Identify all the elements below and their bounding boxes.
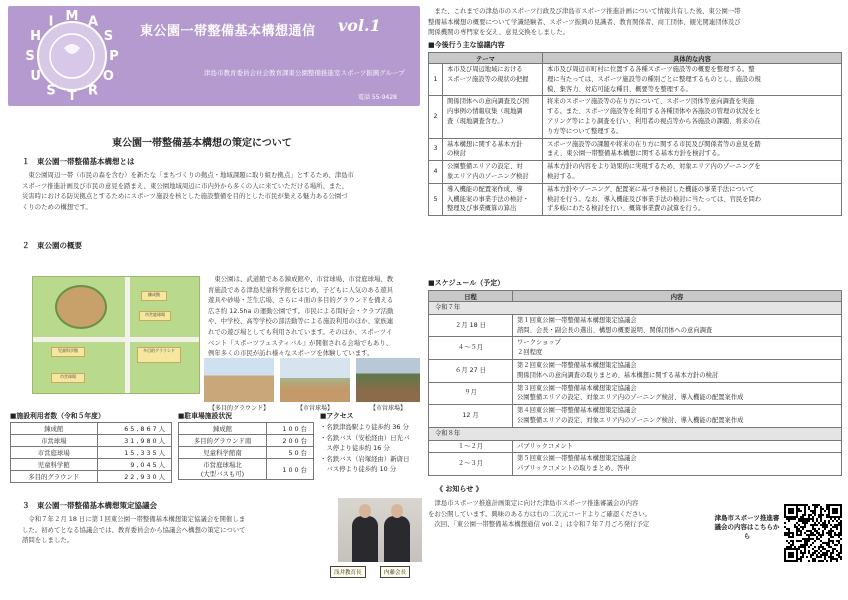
park-map bbox=[32, 276, 200, 394]
schedule-content: 第５回東公園一帯整備基本構想策定協議会 パブリックコメントの取りまとめ、答申 bbox=[513, 453, 842, 476]
usage-heading: ■施設利用者数（令和５年度） bbox=[10, 412, 105, 420]
access-item: ・名鉄バス（安松経由）日光バ bbox=[320, 433, 410, 442]
section-1-body bbox=[22, 170, 420, 212]
parking-name: 児童科学館南 bbox=[179, 447, 267, 459]
schedule-date: １～２月 bbox=[429, 440, 513, 453]
facility-name: 市営庭球場 bbox=[11, 447, 98, 459]
row-number: 4 bbox=[429, 161, 443, 184]
schedule-content: 第４回東公園一帯整備基本構想策定協議会 公園整備エリアの設定、対象エリア内のゾーニング検討、導入機能の配置案作成 bbox=[513, 405, 842, 428]
parking-count: 50台 bbox=[266, 447, 313, 459]
visitor-count: 22,930人 bbox=[97, 471, 172, 483]
usage-table bbox=[10, 422, 172, 483]
logo-letter: H bbox=[30, 29, 42, 44]
table-row bbox=[429, 96, 842, 138]
logo-letter: P bbox=[109, 49, 119, 64]
map-label: 市営球場 bbox=[51, 373, 85, 383]
newsletter-title: 東公園一帯整備基本構想通信 bbox=[140, 24, 316, 39]
qr-code-icon[interactable] bbox=[784, 504, 842, 562]
schedule-content: 第２回東公園一帯整備基本構想策定協議会 関係団体への意向調査の取りまとめ、基本構想に関する基本方針の検討 bbox=[513, 359, 842, 382]
parking-name: 市営庭球場北 (大型バスも可) bbox=[179, 459, 267, 480]
schedule-table bbox=[428, 290, 842, 476]
schedule-date: ２月 18 日 bbox=[429, 314, 513, 337]
agenda-content: 基本方針の内容をより効果的に実現するため、対象エリア内のゾーニングを 検討する。 bbox=[543, 161, 842, 184]
logo-letter: U bbox=[30, 69, 41, 84]
section-1-heading: １ 東公園一帯整備基本構想とは bbox=[22, 157, 135, 166]
photo-multipurpose-ground bbox=[204, 358, 274, 402]
text-line: 育施設である津島児童科学館をはじめ、子どもに人気のある遊具 bbox=[208, 285, 394, 294]
schedule-content: パブリックコメント bbox=[513, 440, 842, 453]
section-3-heading: ３ 東公園一帯整備基本構想策定協議会 bbox=[22, 501, 157, 510]
text-line: 例年多くの市民が訪れ様々なスポーツを体験しています。 bbox=[208, 349, 374, 358]
text-line: や、中学校、高等学校の部活動等による施設利用のほか、家族連 bbox=[208, 317, 394, 326]
agenda-theme: 導入機能の配置案作成、導 入機能案の事業手法の検討・ 整理及び事業概算の算出 bbox=[443, 183, 543, 215]
text-line: 津島市スポーツ推進計画策定に向けた津島市スポーツ推進審議会の内容 bbox=[428, 499, 639, 507]
agenda-theme: 基本構想に関する基本方針 の検討 bbox=[443, 138, 543, 161]
text-line: ベント『スポーツフェスティバル』が開催される会場でもあり、 bbox=[208, 338, 393, 347]
table-row bbox=[429, 161, 842, 184]
section-3-body bbox=[22, 514, 334, 546]
agenda-content: 本市及び周辺市町村に位置する各種スポーツ施設等の概要を整理する。整 理に当たっては、スポーツ施設等の種別ごとに整理するものとし、施設の規 模、集客力、対応可能な種目、概要等を整理する。 bbox=[543, 64, 842, 96]
meeting-photo bbox=[338, 498, 422, 562]
parking-name: 多目的グラウンド南 bbox=[179, 435, 267, 447]
logo-letter: I bbox=[48, 14, 54, 30]
visitor-count: 15,335人 bbox=[97, 447, 172, 459]
schedule-date: ９月 bbox=[429, 382, 513, 405]
table-row bbox=[179, 459, 314, 480]
text-line: 東公園は、武道館である錬成館や、市営球場、市営庭球場、教 bbox=[208, 275, 394, 283]
col-header: テーマ bbox=[429, 53, 543, 64]
table-row bbox=[179, 423, 314, 435]
notice-heading: 《 お知らせ 》 bbox=[436, 485, 483, 493]
facility-name: 児童科学館 bbox=[11, 459, 98, 471]
map-ballpark bbox=[55, 285, 107, 329]
access-item: ス停より徒歩約 16 分 bbox=[320, 444, 390, 453]
table-row bbox=[429, 183, 842, 215]
map-label: 市営庭球場 bbox=[139, 311, 171, 321]
access-heading: ■アクセス bbox=[320, 412, 354, 420]
section-2-heading: ２ 東公園の概要 bbox=[22, 241, 82, 250]
logo-letter: A bbox=[87, 14, 99, 30]
access-item: ・名鉄バス（岩塚経由）新唐日 bbox=[320, 454, 410, 463]
sports-logo-icon bbox=[12, 10, 132, 102]
volume-label: vol.1 bbox=[338, 16, 381, 35]
name-tag: 浅井教育長 bbox=[330, 566, 366, 578]
map-label: 錬成館 bbox=[141, 291, 167, 301]
access-list bbox=[320, 422, 420, 475]
col-header: 具体的な内容 bbox=[543, 53, 842, 64]
table-row bbox=[11, 435, 172, 447]
map-label: 多目的グラウンド bbox=[137, 347, 181, 363]
table-row bbox=[179, 447, 314, 459]
table-row bbox=[11, 471, 172, 483]
visitor-count: 31,980人 bbox=[97, 435, 172, 447]
agenda-theme: 公園整備エリアの設定、対 象エリア内のゾーニング検討 bbox=[443, 161, 543, 184]
visitor-count: 9,045人 bbox=[97, 459, 172, 471]
parking-count: 100台 bbox=[266, 423, 313, 435]
person-figure bbox=[384, 516, 410, 562]
visitor-count: 65,867人 bbox=[97, 423, 172, 435]
row-number: 2 bbox=[429, 96, 443, 138]
logo-letter: S bbox=[25, 49, 35, 64]
newsletter-header bbox=[8, 6, 420, 106]
text-line: 整備基本構想の概要について学識経験者、スポーツ振興の見識者、教育関係者、商工団体、観光関連団体及び bbox=[428, 17, 741, 26]
agenda-table bbox=[428, 52, 842, 216]
table-row bbox=[179, 435, 314, 447]
row-number: 3 bbox=[429, 138, 443, 161]
table-row bbox=[429, 302, 842, 315]
agenda-heading: ■今後行う主な協議内容 bbox=[428, 41, 505, 49]
text-line: 令和７年２月 18 日に第１回東公園一帯整備基本構想策定協議会を開催しま bbox=[22, 515, 246, 523]
table-row bbox=[11, 459, 172, 471]
section-2-body bbox=[208, 274, 420, 359]
photo-caption: 【多目的グラウンド】 bbox=[208, 405, 269, 412]
parking-name: 錬成館 bbox=[179, 423, 267, 435]
schedule-date: ６月 27 日 bbox=[429, 359, 513, 382]
table-row bbox=[429, 440, 842, 453]
schedule-content: 第１回東公園一帯整備基本構想策定協議会 諮問、会長・副会長の選出、構想の概要説明、関係団体への意向調査 bbox=[513, 314, 842, 337]
text-line: した。初めてとなる協議会では、教育委員会から協議会へ構想の策定について bbox=[22, 525, 246, 534]
qr-label: 津島市スポーツ推進審議会の内容はこちらから bbox=[714, 514, 780, 540]
table-row bbox=[429, 382, 842, 405]
logo-letter: O bbox=[102, 69, 114, 84]
text-line: 遊具や砂場・芝生広場、さらに４面の多目的グラウンドを備える bbox=[208, 296, 394, 305]
table-row bbox=[429, 337, 842, 360]
text-line: また、これまでの津島市のスポーツ行政及び津島市スポーツ推進計画について情報共有した後、東公園一帯 bbox=[428, 7, 741, 15]
left-column bbox=[8, 6, 420, 596]
table-row bbox=[429, 359, 842, 382]
schedule-date: ４～５月 bbox=[429, 337, 513, 360]
text-line: れでの遊び場としても利用されています。そのほか、スポーツイ bbox=[208, 327, 393, 336]
logo-letter: T bbox=[67, 89, 77, 102]
intro-text bbox=[428, 6, 842, 38]
agenda-content: 将来のスポーツ施設等の在り方について、スポーツ団体等意向調査を実施 する。また、スポーツ施設等を利用する各種団体や各施設の管理の状況をヒ アリング等により調査を行い、利用者の視点等から各施設の課題、将来の在 り方等について整理する。 bbox=[543, 96, 842, 138]
schedule-year: 令和８年 bbox=[429, 427, 842, 440]
schedule-year: 令和７年 bbox=[429, 302, 842, 315]
table-row bbox=[429, 64, 842, 96]
table-row bbox=[429, 138, 842, 161]
col-header: 内容 bbox=[513, 291, 842, 302]
table-row bbox=[429, 405, 842, 428]
right-column bbox=[428, 6, 842, 596]
table-row bbox=[429, 427, 842, 440]
parking-count: 200台 bbox=[266, 435, 313, 447]
schedule-date: 12 月 bbox=[429, 405, 513, 428]
table-row bbox=[11, 447, 172, 459]
access-item: ・名鉄津島駅より徒歩約 36 分 bbox=[320, 423, 409, 431]
facility-name: 多目的グラウンド bbox=[11, 471, 98, 483]
parking-table bbox=[178, 422, 314, 480]
row-number: 1 bbox=[429, 64, 443, 96]
table-row bbox=[11, 423, 172, 435]
logo-letter: S bbox=[103, 29, 114, 44]
person-head bbox=[359, 504, 371, 518]
schedule-content: ワークショップ ２回程度 bbox=[513, 337, 842, 360]
row-number: 5 bbox=[429, 183, 443, 215]
access-item: バス停より徒歩約 10 分 bbox=[320, 465, 397, 474]
table-row bbox=[429, 453, 842, 476]
agenda-theme: 本市及び周辺地域における スポーツ施設等の現状の把握 bbox=[443, 64, 543, 96]
text-line: 関係機関の専門家を交え、意見交換をしました。 bbox=[428, 28, 569, 37]
map-road bbox=[33, 337, 200, 342]
schedule-date: ２～３月 bbox=[429, 453, 513, 476]
person-figure bbox=[352, 516, 378, 562]
text-line: くりのための構想です。 bbox=[22, 202, 92, 211]
parking-heading: ■駐車場施設状況 bbox=[178, 412, 232, 420]
agenda-content: スポーツ施設等の課題や将来の在り方に関する市民及び関係者等の意見を踏 まえ、東公園一帯整備基本構想に関する基本方針を検討する。 bbox=[543, 138, 842, 161]
logo-letter: M bbox=[65, 10, 79, 24]
schedule-content: 第３回東公園一帯整備基本構想策定協議会 公園整備エリアの設定、対象エリア内のゾーニング検討、導入機能の配置案作成 bbox=[513, 382, 842, 405]
text-line: 諮問をしました。 bbox=[22, 536, 74, 545]
text-line: をお公開しています。興味のある方は右の二次元コードよりご確認ください。 bbox=[428, 509, 652, 518]
text-line: スポーツ推進計画及び市民の意見を踏まえ、東公園地域周辺に市内外から多くの人に来ていただける場所、また、 bbox=[22, 181, 349, 190]
facility-name: 市営球場 bbox=[11, 435, 98, 447]
photo-ballpark-2 bbox=[356, 358, 420, 402]
logo-letter: S bbox=[46, 83, 56, 99]
text-line: 広さ約 12.5ha の運動公園です。市民による問好会・クラブ活動 bbox=[208, 306, 394, 315]
photo-caption: 【市営球場】 bbox=[369, 405, 406, 412]
map-road bbox=[125, 277, 130, 394]
text-line: 東公園周辺一帯（市民の森を含む）を新たな「まちづくりの拠点・地域課題に取り組む拠点」とするため、津島市 bbox=[22, 171, 354, 179]
main-title: 東公園一帯整備基本構想の策定について bbox=[112, 138, 292, 149]
schedule-heading: ■スケジュール（予定） bbox=[428, 279, 505, 287]
logo-letter: R bbox=[87, 83, 99, 99]
parking-count: 100台 bbox=[266, 459, 313, 480]
notice-box bbox=[428, 484, 728, 530]
agenda-theme: 関係団体への意向調査及び国 内事例の情報収集（現地調 査（現地調査含む。） bbox=[443, 96, 543, 138]
text-line: 次回、「東公園一帯整備基本構想通信 vol.２」は令和７年７月ごろ発行予定 bbox=[428, 520, 650, 529]
photo-ballpark bbox=[280, 358, 350, 402]
name-tag: 内藤会長 bbox=[380, 566, 410, 578]
notice-body bbox=[428, 498, 718, 530]
facility-name: 錬成館 bbox=[11, 423, 98, 435]
col-header: 日程 bbox=[429, 291, 513, 302]
table-row bbox=[429, 314, 842, 337]
organization-name: 津島市教育委員会社会教育課東公園整備推進室スポーツ振興グループ bbox=[204, 69, 405, 77]
person-head bbox=[391, 504, 403, 518]
photo-caption: 【市営球場】 bbox=[296, 405, 333, 412]
phone-number: 電話 55-9428 bbox=[358, 94, 397, 101]
agenda-content: 基本方針やゾーニング、配置案に基づき検討した機能の事業手法について 検討を行う。なお、導入機能及び事業手法の検討に当たっては、官民を問わ ず多岐にわたる検討を行い、概算事業費の試算を行う。 bbox=[543, 183, 842, 215]
map-label: 児童科学館 bbox=[51, 347, 85, 357]
text-line: 災害時における防災拠点とするためにスポーツ施設を核とした施設整備を目的とした市民が集える魅力ある公園づ bbox=[22, 192, 348, 201]
